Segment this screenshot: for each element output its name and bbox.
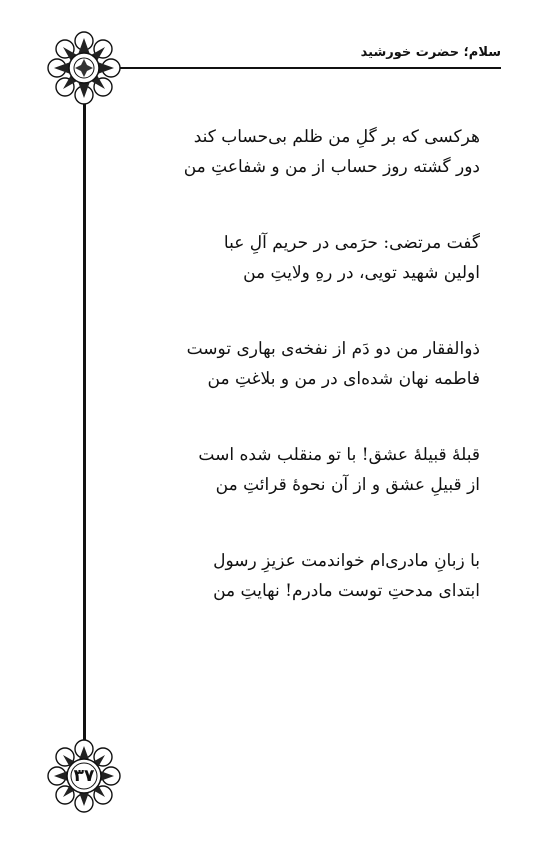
stanza [130, 440, 480, 500]
header-rule [83, 67, 501, 69]
stanza [130, 122, 480, 182]
stanza [130, 228, 480, 288]
verse-line: دور گشته روز حساب از من و شفاعتِ من [183, 157, 480, 177]
verse-line: ابتدای مدحتِ توست مادرم! نهایتِ من [213, 581, 480, 601]
page-number: ۳۷ [73, 766, 95, 786]
verse-line: قبلهٔ قبیلهٔ عشق! با تو منقلب شده است [198, 445, 480, 465]
stanza [130, 334, 480, 394]
poem [130, 122, 480, 652]
verse-line: اولین شهید تویی، در رهِ ولایتِ من [243, 263, 480, 283]
running-header-title: سلام؛ حضرت خورشید [360, 45, 501, 60]
verse-line: هرکسی که بر گلِ من ظلم بی‌حساب کند [193, 127, 480, 147]
verse-line: از قبیلِ عشق و از آن نحوهٔ قرائتِ من [215, 475, 480, 495]
verse-line: گفت مرتضی: حرَمی در حریم آلِ عبا [223, 233, 480, 253]
verse-line: فاطمه نهان شده‌ای در من و بلاغتِ من [207, 369, 480, 389]
verse-line: با زبانِ مادری‌ام خواندمت عزیزِ رسول [213, 551, 480, 571]
top-rosette-ornament [46, 30, 122, 106]
verse-line: ذوالفقار من دو دَم از نفخه‌ی بهاری توست [186, 339, 480, 359]
margin-rule [83, 75, 86, 765]
stanza [130, 546, 480, 606]
